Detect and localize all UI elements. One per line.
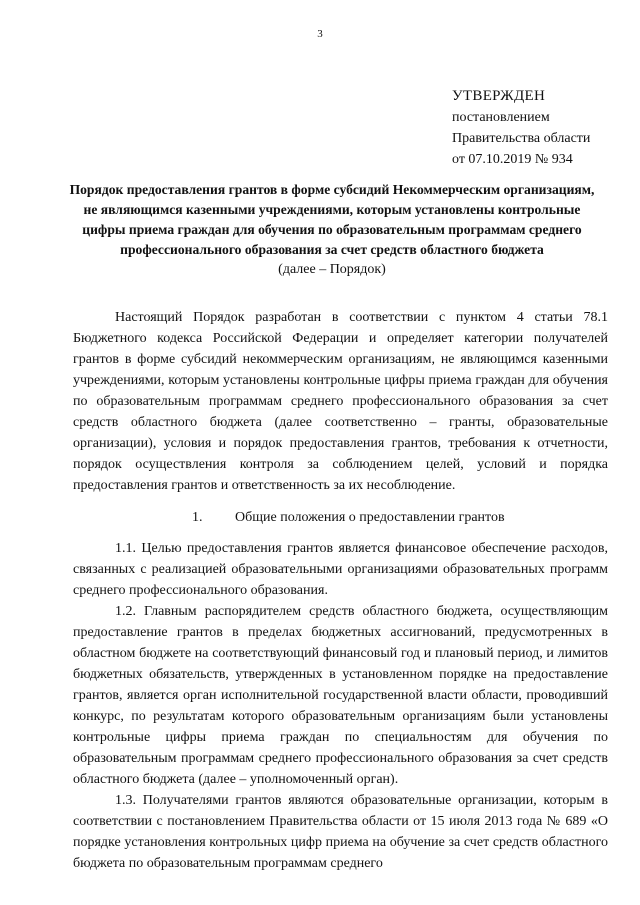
approval-line-approved: УТВЕРЖДЕН	[452, 88, 546, 104]
page-number: 3	[317, 28, 323, 40]
section-body	[73, 538, 608, 874]
paragraph-1-3: 1.3. Получателями грантов являются образовательные организации, которым в соответствии с постановлением Правительства области от 15 июля 2013 года № 689 «О порядке установления контрольных цифр приема на обучение за счет средств областного бюджета по образовательным программам среднего	[73, 793, 608, 871]
document-title-subtitle: (далее – Порядок)	[278, 262, 386, 277]
approval-line-date: от 07.10.2019 № 934	[452, 152, 573, 167]
approval-line-resolution: постановлением	[452, 110, 550, 125]
approval-line-government: Правительства области	[452, 131, 591, 146]
section-title: Общие положения о предоставлении грантов	[235, 510, 505, 525]
document-title: Порядок предоставления грантов в форме субсидий Некоммерческим организациям, не являющимся казенными учреждениями, которым установлены контрольные цифры приема граждан для обучения по образовательным программам среднего профессионального образования за счет средств областного бюджета	[69, 182, 595, 257]
paragraph-1-1: 1.1. Целью предоставления грантов является финансовое обеспечение расходов, связанных с реализацией образовательными организациями образовательных программ среднего профессионального образования.	[73, 541, 608, 598]
section-number: 1.	[192, 510, 203, 525]
approval-stamp	[452, 86, 590, 170]
paragraph-1-2: 1.2. Главным распорядителем средств областного бюджета, осуществляющим предоставление грантов в пределах бюджетных ассигнований, предусмотренных в областном бюджете на соответствующий финансовый год и плановый период, и лимитов бюджетных обязательств, утвержденных в установленном порядке на предоставление грантов, является орган исполнительной государственной власти области, проводивший конкурс, по результатам которого образовательным организациям были установлены контрольные цифры приема граждан по специальностям для обучения по образовательным программам среднего профессионального образования за счет средств областного бюджета (далее – уполномоченный орган).	[73, 604, 608, 787]
intro-paragraph: Настоящий Порядок разработан в соответствии с пунктом 4 статьи 78.1 Бюджетного кодекса Российской Федерации и определяет категории получателей грантов в форме субсидий некоммерческим организациям, не являющимся казенными учреждениями, которым установлены контрольные цифры приема граждан для обучения по образовательным программам среднего профессионального образования за счет средств областного бюджета (далее соответственно – гранты, образовательные организации), условия и порядок предоставления грантов, требования к отчетности, порядок осуществления контроля за соблюдением целей, условий и порядка предоставления грантов и ответственность за их несоблюдение.	[73, 310, 608, 493]
intro-section	[73, 307, 608, 496]
